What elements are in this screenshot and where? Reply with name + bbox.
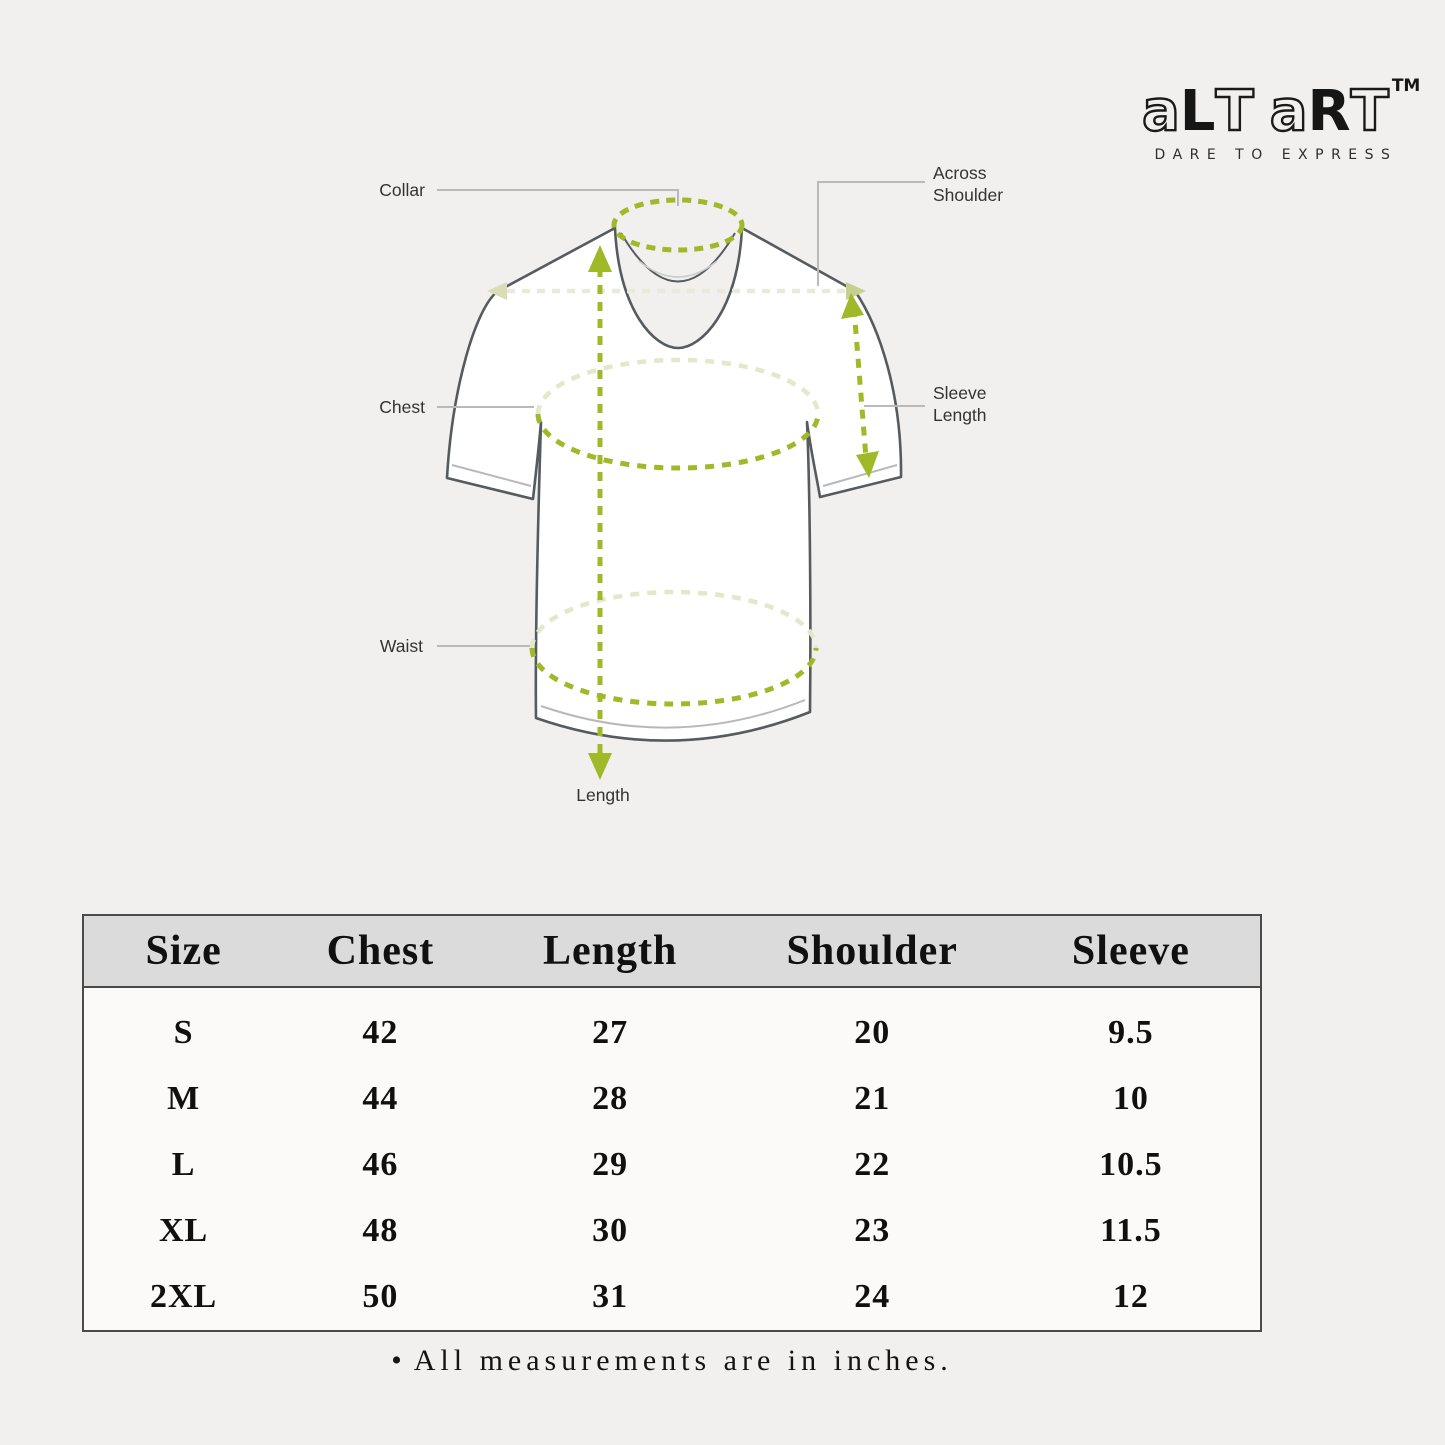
collar-band-line [621,233,735,282]
brand-letter: T [1215,79,1254,144]
table-row [83,1264,1261,1331]
size-cell: S [173,1014,194,1051]
bullet-icon: • [391,1344,402,1377]
length-cell: 30 [592,1212,629,1249]
size-cell: XL [159,1212,209,1249]
brand-tagline: DARE TO EXPRESS [1154,147,1398,163]
brand-wordmark [1142,76,1421,144]
col-header-size: Size [83,915,283,987]
chest-cell: 48 [362,1212,399,1249]
sleeve-cell: 10.5 [1099,1146,1163,1183]
brand-word-alt [1142,79,1254,144]
length-cell: 29 [592,1146,629,1183]
brand-logo [1142,76,1421,163]
length-cell: 27 [592,1014,629,1051]
across-shoulder-label-line2: Shoulder [933,185,1004,205]
waist-label: Waist [379,636,423,656]
brand-letter: L [1179,79,1216,144]
col-header-sleeve: Sleeve [1002,915,1261,987]
table-row [83,1066,1261,1132]
sleeve-length-label-line2: Length [933,405,987,425]
brand-letter: a [1142,79,1180,144]
length-cell: 28 [592,1080,629,1117]
size-chart-section [82,914,1262,1332]
table-row [83,1198,1261,1264]
tshirt-outline [447,228,901,741]
collar-measure-ellipse [614,200,742,250]
size-chart-table [82,914,1262,1332]
sleeve-length-label-line1: Sleeve [933,383,987,403]
collar-label: Collar [379,180,425,200]
chest-cell: 44 [362,1080,399,1117]
shoulder-cell: 23 [854,1212,891,1249]
sleeve-cell: 12 [1112,1278,1149,1315]
measurement-note [82,1344,1262,1378]
col-header-length: Length [478,915,743,987]
table-header-row [83,915,1261,987]
trademark-symbol: TM [1391,76,1421,96]
shoulder-cell: 24 [854,1278,891,1315]
col-header-chest: Chest [283,915,477,987]
chest-cell: 42 [362,1014,399,1051]
shoulder-label-line [818,182,925,286]
chest-label: Chest [379,397,425,417]
brand-letter: T [1350,79,1389,144]
col-header-shoulder: Shoulder [743,915,1002,987]
collar-fold-line [639,261,717,277]
shoulder-cell: 20 [854,1014,891,1051]
chest-cell: 46 [362,1146,399,1183]
measurement-note-text: All measurements are in inches. [413,1344,953,1377]
shoulder-cell: 22 [854,1146,891,1183]
chest-cell: 50 [362,1278,399,1315]
table-row [83,1132,1261,1198]
sleeve-cell: 11.5 [1100,1212,1162,1249]
length-label: Length [576,785,630,805]
tshirt-measurement-diagram [360,150,1020,820]
brand-word-art [1269,79,1389,144]
brand-letter: R [1307,79,1351,144]
sleeve-cell: 9.5 [1108,1014,1154,1051]
brand-letter: a [1269,79,1308,144]
size-cell: L [171,1146,196,1183]
size-cell: M [167,1080,201,1117]
sleeve-cell: 10 [1112,1080,1149,1117]
size-cell: 2XL [150,1278,218,1315]
length-cell: 31 [592,1278,629,1315]
across-shoulder-label-line1: Across [933,163,987,183]
shoulder-cell: 21 [854,1080,891,1117]
table-row [83,987,1261,1066]
